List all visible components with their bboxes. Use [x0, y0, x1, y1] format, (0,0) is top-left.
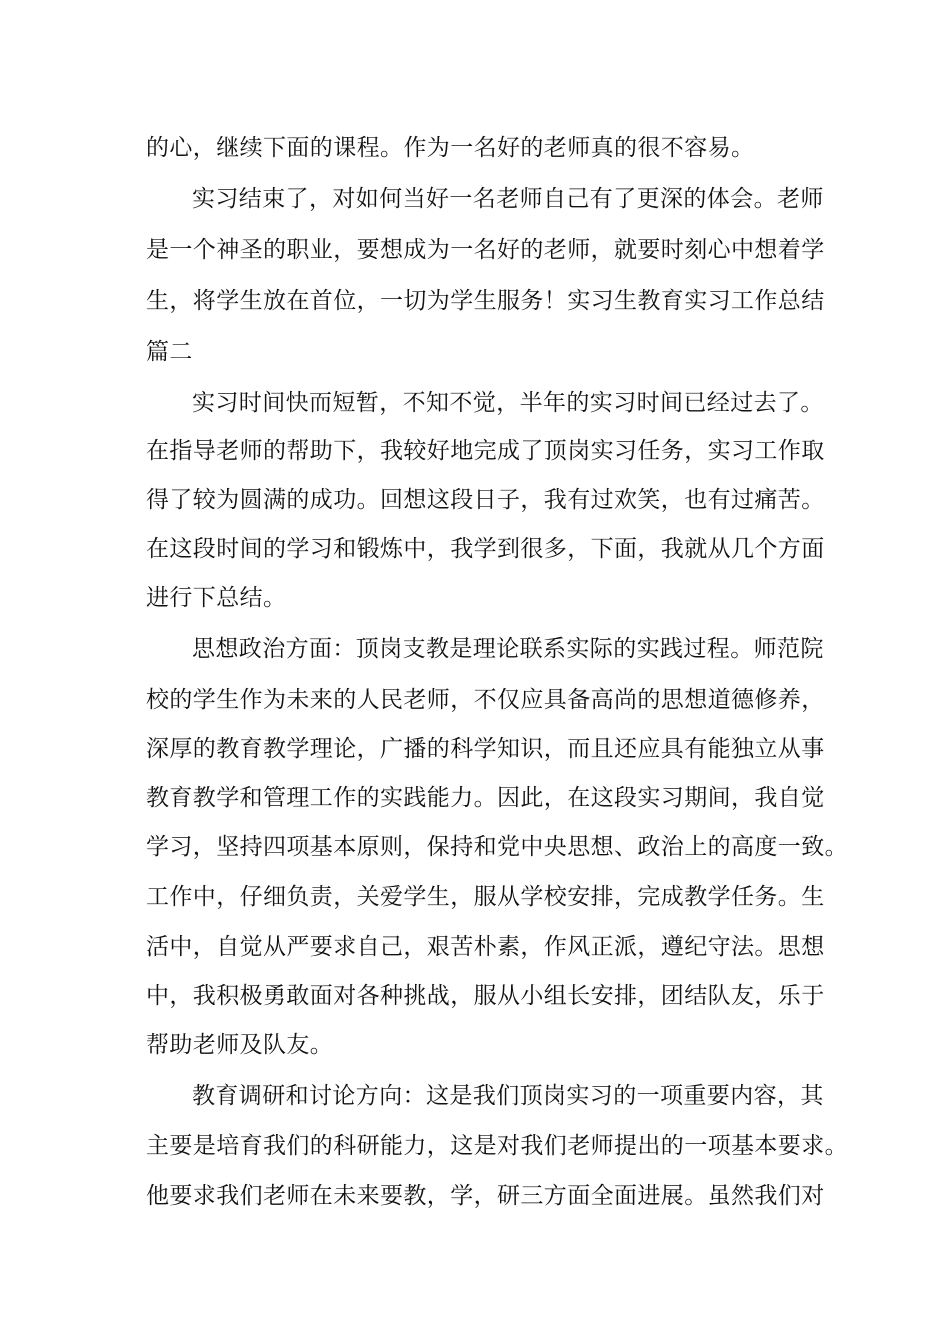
text-line: 是一个神圣的职业，要想成为一名好的老师，就要时刻心中想着学 [146, 237, 825, 263]
text-line: 生，将学生放在首位，一切为学生服务！实习生教育实习工作总结 [146, 288, 825, 314]
text-line: 实习时间快而短暂，不知不觉，半年的实习时间已经过去了。 [192, 390, 824, 416]
text-line: 深厚的教育教学理论，广播的科学知识，而且还应具有能独立从事 [146, 736, 825, 762]
text-line: 帮助老师及队友。 [146, 1032, 334, 1058]
text-line: 实习结束了，对如何当好一名老师自己有了更深的体会。老师 [192, 186, 824, 212]
text-line: 的心，继续下面的课程。作为一名好的老师真的很不容易。 [146, 135, 755, 161]
text-line: 思想政治方面：顶岗支教是理论联系实际的实践过程。师范院 [192, 636, 824, 662]
text-line: 得了较为圆满的成功。回想这段日子，我有过欢笑，也有过痛苦。 [146, 487, 825, 513]
text-line: 篇二 [146, 339, 193, 365]
text-line: 教育教学和管理工作的实践能力。因此，在这段实习期间，我自觉 [146, 785, 825, 811]
text-line: 在指导老师的帮助下，我较好地完成了顶岗实习任务，实习工作取 [146, 438, 825, 464]
text-line: 校的学生作为未来的人民老师，不仅应具备高尚的思想道德修养， [146, 687, 825, 713]
text-line: 进行下总结。 [146, 585, 287, 611]
text-line: 他要求我们老师在未来要教，学，研三方面全面进展。虽然我们对 [146, 1183, 825, 1209]
text-line: 教育调研和讨论方向：这是我们顶岗实习的一项重要内容，其 [192, 1083, 824, 1109]
text-line: 学习，坚持四项基本原则，保持和党中央思想、政治上的高度一致。 [146, 834, 848, 860]
text-line: 在这段时间的学习和锻炼中，我学到很多，下面，我就从几个方面 [146, 536, 825, 562]
text-line: 工作中，仔细负责，关爱学生，服从学校安排，完成教学任务。生 [146, 884, 825, 910]
text-line: 中，我积极勇敢面对各种挑战，服从小组长安排，团结队友，乐于 [146, 983, 825, 1009]
text-line: 主要是培育我们的科研能力，这是对我们老师提出的一项基本要求。 [146, 1133, 848, 1159]
text-line: 活中，自觉从严要求自己，艰苦朴素，作风正派，遵纪守法。思想 [146, 934, 825, 960]
